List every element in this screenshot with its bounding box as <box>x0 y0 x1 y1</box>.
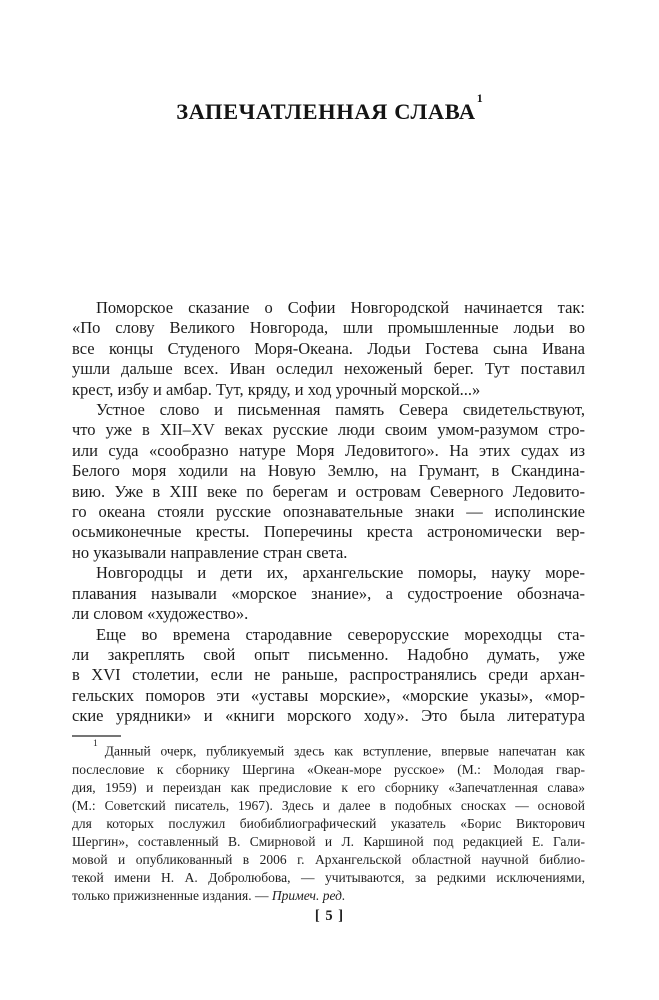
body-line: ли словом «художество». <box>72 604 249 624</box>
body-line: в XVI столетии, если не раньше, распространялись среди архан- <box>72 665 585 685</box>
footnote-first-line-text: Данный очерк, публикуемый здесь как вступление, впервые напечатан как <box>104 743 585 759</box>
body-line: ли закреплять свой опыт письменно. Надобно думать, уже <box>72 644 585 664</box>
footnote-last-line <box>72 887 585 905</box>
body-line: Еще во времена стародавние северорусские мореходцы ста- <box>96 624 585 644</box>
footnote-line: мовой и опубликованный в 2006 г. Архангельской областной научной библио- <box>72 852 585 868</box>
footnote-line: для которых послужил биобиблиографический указатель «Борис Викторович <box>72 815 585 831</box>
footnote-line: текой имени Н. А. Добролюбова, — учитываются, за редкими исключениями, <box>72 870 585 886</box>
body-line: Белого моря ходили на Новую Землю, на Грумант, в Скандина- <box>72 461 585 481</box>
footnote-separator <box>72 735 121 737</box>
footnote-last-line-regular: только прижизненные издания. — <box>72 888 272 904</box>
body-line: вию. Уже в XIII веке по берегам и островам Северного Ледовито- <box>72 481 585 501</box>
body-text <box>72 298 585 727</box>
body-line: «По слову Великого Новгорода, шли промышленные лодьи во <box>72 318 585 338</box>
footnote-first-line <box>72 739 585 761</box>
body-line: го океана стояли русские опознавательные знаки — исполинские <box>72 502 585 522</box>
footnote-marker: 1 <box>93 739 98 749</box>
footnote-last-line-italic: Примеч. ред. <box>271 888 346 904</box>
body-line: крест, избу и амбар. Тут, кряду, и ход урочный морской...» <box>72 379 481 399</box>
body-line: но указывали направление стран света. <box>72 542 348 562</box>
body-line: осьмиконечные кресты. Поперечины креста астрономически вер- <box>72 522 585 542</box>
footnote-middle-lines <box>72 761 585 888</box>
body-line: все концы Студеного Моря-Океана. Лодьи Гостева сына Ивана <box>72 338 585 358</box>
footnote <box>72 739 585 905</box>
footnote-line: послесловие к сборнику Шергина «Океан-море русское» (М.: Молодая гвар- <box>72 761 585 777</box>
body-line: Устное слово и письменная память Севера свидетельствуют, <box>96 400 585 420</box>
body-line: гельских поморов эти «уставы морские», «морские указы», «мор- <box>72 685 585 705</box>
body-line: Поморское сказание о Софии Новгородской начинается так: <box>96 298 585 317</box>
page-title-text: ЗАПЕЧАТЛЕННАЯ СЛАВА <box>176 99 476 124</box>
body-line: или суда «сообразно натуре Моря Ледовитого». На этих судах из <box>72 440 585 460</box>
page-title <box>0 90 659 125</box>
body-line: ушли дальше всех. Иван оследил нехоженый берег. Тут поставил <box>72 359 585 379</box>
body-line: ские урядники» и «книги морского ходу». Это была литература <box>72 706 585 726</box>
body-line: что уже в XII–XV веках русские люди своим умом-разумом стро- <box>72 420 585 440</box>
footnote-line: (М.: Советский писатель, 1967). Здесь и далее в подобных сносках — основой <box>72 797 585 813</box>
footnote-line: дия, 1959) и переиздан как предисловие к его сборнику «Запечатленная слава» <box>72 779 585 795</box>
body-line: Новгородцы и дети их, архангельские поморы, науку море- <box>96 563 585 583</box>
body-line: плавания называли «морское знание», а судостроение обознача- <box>72 583 585 603</box>
title-footnote-ref: 1 <box>476 90 483 105</box>
page-number: [ 5 ] <box>314 908 345 924</box>
footnote-line: Шергин», составленный В. Смирновой и Л. Каршиной под редакцией Е. Гали- <box>72 833 585 849</box>
